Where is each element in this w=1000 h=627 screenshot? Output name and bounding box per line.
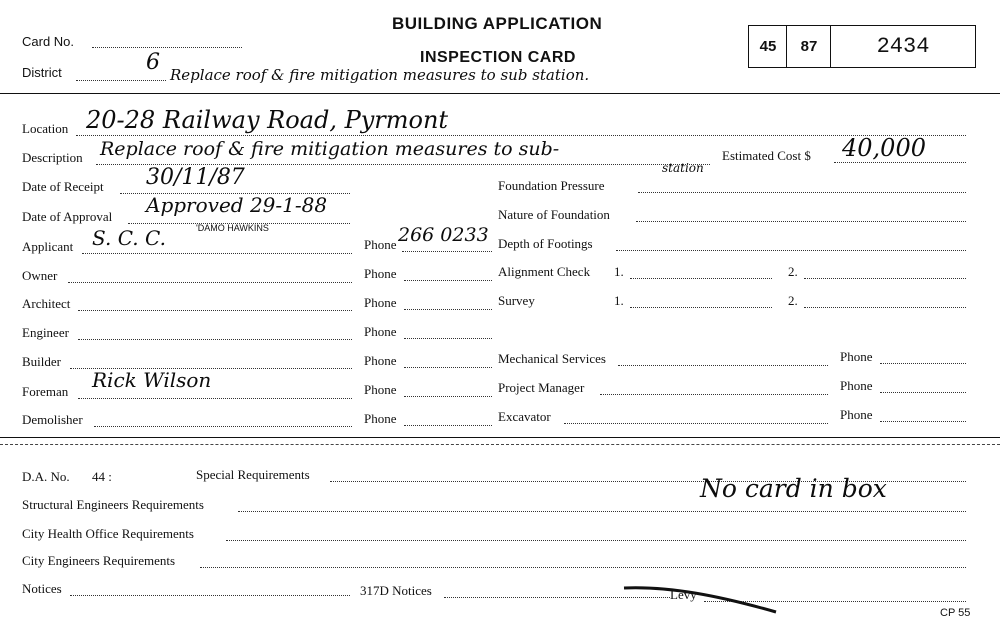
applicant-label: Applicant (22, 239, 74, 254)
notices-line (70, 595, 350, 596)
mechanical-services-label: Mechanical Services (498, 351, 606, 366)
foreman-phone-line (404, 396, 492, 397)
alignment-check-label: Alignment Check (498, 264, 591, 279)
demolisher-line (94, 426, 352, 427)
architect-phone-label: Phone (364, 295, 397, 310)
box-field-a: 45 (759, 38, 777, 55)
levy-label: Levy (670, 587, 697, 602)
notices-317d-label: 317D Notices (360, 583, 432, 598)
engineer-phone-line (404, 338, 492, 339)
district-line (76, 80, 166, 81)
structural-engineers-line (238, 511, 966, 512)
project-manager-phone-line (880, 392, 966, 393)
builder-label: Builder (22, 354, 61, 369)
box-field-b: 87 (800, 38, 818, 55)
owner-line (68, 282, 352, 283)
estimated-cost-label: Estimated Cost $ (722, 148, 811, 163)
date-receipt-value: 30/11/87 (146, 165, 245, 190)
applicant-phone-line (402, 251, 492, 252)
alignment-check-1: 1. (614, 264, 624, 279)
depth-footings-label: Depth of Footings (498, 236, 593, 251)
foundation-pressure-label: Foundation Pressure (498, 178, 605, 193)
owner-phone-line (404, 280, 492, 281)
date-approval-value: Approved 29-1-88 (146, 193, 328, 217)
engineer-phone-label: Phone (364, 324, 397, 339)
engineer-label: Engineer (22, 325, 69, 340)
engineer-line (78, 339, 352, 340)
depth-footings-line (616, 250, 966, 251)
date-approval-label: Date of Approval (22, 209, 113, 224)
box-divider (786, 25, 787, 67)
da-no-label: D.A. No. (22, 469, 70, 484)
structural-engineers-label: Structural Engineers Requirements (22, 497, 204, 512)
excavator-phone-line (880, 421, 966, 422)
card-no-line (92, 47, 242, 48)
applicant-phone-label: Phone (364, 237, 397, 252)
foreman-value: Rick Wilson (92, 368, 212, 392)
description-continued: station (662, 161, 704, 175)
architect-phone-line (404, 309, 492, 310)
card-no-label: Card No. (22, 34, 75, 49)
box-divider (830, 25, 831, 67)
demolisher-phone-label: Phone (364, 411, 397, 426)
excavator-line (564, 423, 828, 424)
location-value: 20-28 Railway Road, Pyrmont (86, 106, 449, 134)
applicant-phone-value: 266 0233 (398, 224, 489, 246)
applicant-value: S. C. C. (92, 226, 166, 250)
architect-line (78, 310, 352, 311)
card-title-building-application: BUILDING APPLICATION (392, 14, 603, 33)
city-engineers-label: City Engineers Requirements (22, 553, 176, 568)
district-note: Replace roof & fire mitigation measures to sub station. (170, 66, 590, 84)
excavator-label: Excavator (498, 409, 551, 424)
district-value: 6 (146, 50, 160, 75)
card-serial-number: 2434 (876, 34, 930, 59)
structural-note: No card in box (700, 474, 887, 503)
estimated-cost-value: 40,000 (842, 134, 926, 162)
notices-label: Notices (22, 581, 62, 596)
owner-phone-label: Phone (364, 266, 397, 281)
city-health-label: City Health Office Requirements (22, 526, 194, 541)
mechanical-phone-label: Phone (840, 349, 873, 364)
location-line (76, 135, 966, 136)
alignment-check-2-line (804, 278, 966, 279)
mechanical-services-line (618, 365, 828, 366)
alignment-check-2: 2. (788, 264, 798, 279)
survey-2-line (804, 307, 966, 308)
architect-label: Architect (22, 296, 71, 311)
pen-stroke-mark (620, 578, 780, 618)
foreman-phone-label: Phone (364, 382, 397, 397)
survey-1-line (630, 307, 772, 308)
description-label: Description (22, 150, 83, 165)
project-manager-line (600, 394, 828, 395)
special-requirements-label: Special Requirements (196, 467, 310, 482)
description-value: Replace roof & fire mitigation measures to sub- (100, 138, 560, 160)
location-label: Location (22, 121, 69, 136)
survey-1: 1. (614, 293, 624, 308)
foundation-pressure-line (638, 192, 966, 193)
foreman-label: Foreman (22, 384, 69, 399)
project-manager-label: Project Manager (498, 380, 585, 395)
demolisher-phone-line (404, 425, 492, 426)
section-dashed-rule (0, 444, 1000, 445)
demolisher-label: Demolisher (22, 412, 83, 427)
da-no-value: 44 : (92, 469, 112, 484)
excavator-phone-label: Phone (840, 407, 873, 422)
city-health-line (226, 540, 966, 541)
builder-phone-line (404, 367, 492, 368)
survey-2: 2. (788, 293, 798, 308)
nature-foundation-line (636, 221, 966, 222)
city-engineers-line (200, 567, 966, 568)
form-code: CP 55 (940, 607, 971, 619)
date-receipt-label: Date of Receipt (22, 179, 104, 194)
applicant-contact: 'DAMO HAWKINS (196, 223, 269, 233)
mechanical-phone-line (880, 363, 966, 364)
alignment-check-1-line (630, 278, 772, 279)
foreman-line (78, 398, 352, 399)
owner-label: Owner (22, 268, 58, 283)
estimated-cost-line (834, 162, 966, 163)
separator-rule (0, 93, 1000, 94)
section-rule (0, 437, 1000, 438)
card-title-inspection-card: INSPECTION CARD (420, 49, 576, 66)
nature-foundation-label: Nature of Foundation (498, 207, 610, 222)
survey-label: Survey (498, 293, 535, 308)
applicant-line (82, 253, 352, 254)
district-label: District (22, 65, 62, 80)
builder-phone-label: Phone (364, 353, 397, 368)
project-manager-phone-label: Phone (840, 378, 873, 393)
